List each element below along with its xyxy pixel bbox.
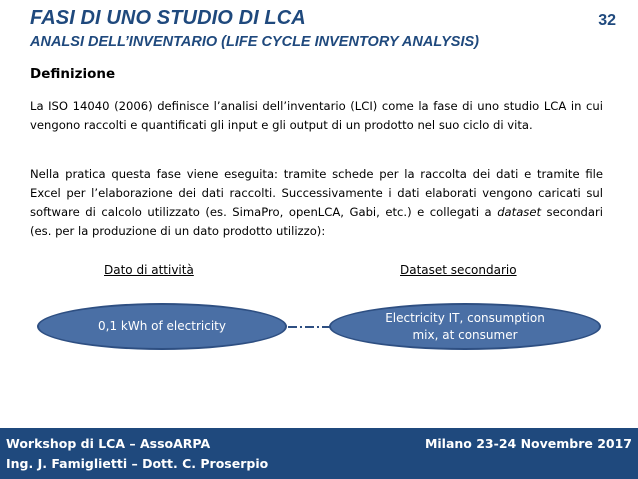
activity-data-node (37, 303, 287, 350)
secondary-node-line2: mix, at consumer (412, 327, 518, 342)
page-number: 32 (598, 12, 616, 29)
secondary-dataset-node (329, 303, 601, 350)
link-connector (288, 326, 330, 328)
slide-title: FASI DI UNO STUDIO DI LCA (30, 7, 306, 29)
definition-paragraph: La ISO 14040 (2006) definisce l’analisi dell’inventario (LCI) come la fase di uno studio LCA in cui vengono raccolti e quantificati gli input e gli output di un prodotto nel suo ciclo di vita. (30, 99, 603, 132)
footer-location-date: Milano 23-24 Novembre 2017 (424, 436, 632, 451)
paragraph-text-start: Nella pratica questa fase viene eseguita: tramite schede per la raccolta dei dati e tramite file Excel per l’elaborazione dei dati raccolti. Successivamente i dati elaborati vengono caricati sul software di calcolo utilizzato (es. SimaPro, openLCA, Gabi, etc.) e collegati a (30, 167, 603, 219)
secondary-node-line1: Electricity IT, consumption (385, 310, 545, 325)
activity-data-label: Dato di attività (104, 263, 194, 277)
dataset-term: dataset (497, 205, 542, 219)
section-title: Definizione (30, 66, 116, 82)
slide-subtitle: ANALSI DELL’INVENTARIO (LIFE CYCLE INVENTORY ANALYSIS) (30, 34, 479, 50)
footer-workshop: Workshop di LCA – AssoARPA (6, 436, 211, 451)
secondary-dataset-label: Dataset secondario (400, 263, 517, 277)
secondary-dataset-node-text (385, 310, 545, 344)
practice-paragraph (30, 165, 603, 241)
activity-data-node-text: 0,1 kWh of electricity (98, 319, 226, 333)
footer-authors: Ing. J. Famiglietti – Dott. C. Proserpio (6, 456, 269, 471)
paragraph-text-end: secondari (es. per la produzione di un dato prodotto utilizzo): (30, 205, 603, 238)
footer-bar (0, 428, 638, 479)
